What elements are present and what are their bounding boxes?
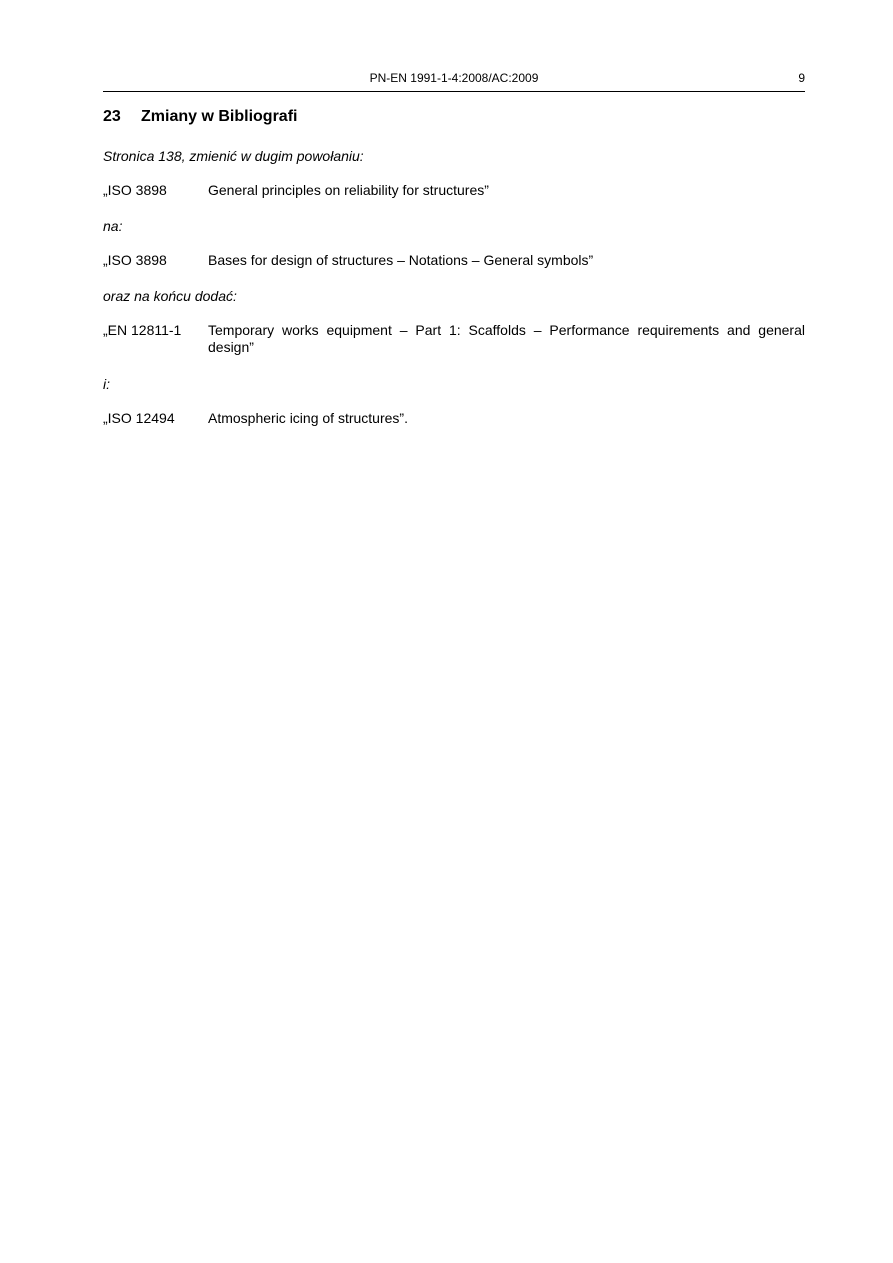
section-heading — [103, 108, 297, 126]
reference-title: Bases for design of structures – Notations – General symbols” — [208, 252, 594, 268]
reference-code: „ISO 3898 — [103, 252, 167, 268]
document-code: PN-EN 1991-1-4:2008/AC:2009 — [369, 71, 539, 85]
section-number: 23 — [103, 108, 121, 125]
page-header — [103, 69, 805, 92]
reference-item — [103, 252, 805, 269]
reference-title: Temporary works equipment – Part 1: Scaffolds – Performance requirements and general design” — [208, 322, 805, 355]
instruction-na: na: — [103, 218, 123, 234]
reference-item — [103, 322, 805, 356]
reference-code: „ISO 12494 — [103, 410, 175, 426]
instruction-oraz: oraz na końcu dodać: — [103, 288, 237, 304]
reference-title: Atmospheric icing of structures”. — [208, 410, 408, 426]
reference-code: „ISO 3898 — [103, 182, 167, 198]
instruction-first: Stronica 138, zmienić w dugim powołaniu: — [103, 148, 364, 164]
reference-code: „EN 12811-1 — [103, 322, 182, 338]
reference-title: General principles on reliability for structures” — [208, 182, 489, 198]
section-title: Zmiany w Bibliografi — [141, 108, 298, 125]
instruction-i: i: — [103, 376, 110, 392]
reference-item — [103, 182, 805, 199]
reference-item — [103, 410, 805, 427]
page-number: 9 — [798, 71, 805, 85]
